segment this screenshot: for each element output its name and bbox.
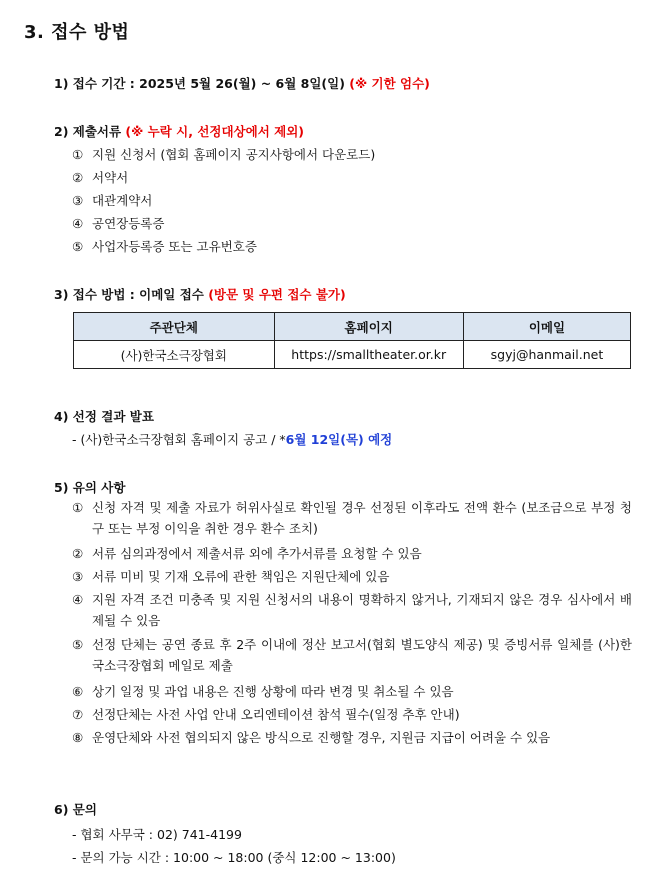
item-text: 운영단체와 사전 협의되지 않은 방식으로 진행할 경우, 지원금 지급이 어려울 수 있음 — [92, 730, 551, 745]
list-item — [72, 497, 632, 539]
list-item — [72, 191, 152, 209]
contact-table — [73, 312, 631, 369]
inquiry-label: 6) 문의 — [54, 802, 97, 817]
item-text: 서류 심의과정에서 제출서류 외에 추가서류를 요청할 수 있음 — [92, 546, 422, 561]
item-number: ③ — [72, 569, 84, 584]
result-text: - (사)한국소극장협회 홈페이지 공고 / * — [72, 432, 286, 447]
item-text: 선정단체는 사전 사업 안내 오리엔테이션 참석 필수(일정 추후 안내) — [92, 707, 460, 722]
email-link[interactable]: sgyj@hanmail.net — [463, 341, 630, 369]
item-number: ⑤ — [72, 239, 84, 254]
list-item — [72, 543, 632, 564]
item-number: ⑧ — [72, 730, 84, 745]
method-warning: (방문 및 우편 접수 불가) — [208, 287, 346, 302]
period-warning: (※ 기한 엄수) — [349, 76, 430, 91]
list-item — [72, 237, 257, 255]
organizer-cell: (사)한국소극장협회 — [74, 341, 275, 369]
list-item — [72, 634, 632, 676]
notes-label: 5) 유의 사항 — [54, 480, 126, 495]
item-text: 지원 자격 조건 미충족 및 지원 신청서의 내용이 명확하지 않거나, 기재되지 않은 경우 심사에서 배제될 수 있음 — [92, 592, 632, 628]
method-label: 3) 접수 방법 : 이메일 접수 — [54, 287, 204, 302]
item-text: 지원 신청서 (협회 홈페이지 공지사항에서 다운로드) — [92, 147, 376, 162]
item-text: 상기 일정 및 과업 내용은 진행 상황에 따라 변경 및 취소될 수 있음 — [92, 684, 454, 699]
table-header: 홈페이지 — [274, 313, 463, 341]
list-item — [72, 145, 375, 163]
item-text: 대관계약서 — [92, 193, 153, 208]
period-line — [54, 74, 430, 92]
list-item — [72, 727, 632, 748]
item-number: ③ — [72, 193, 84, 208]
item-text: 서류 미비 및 기재 오류에 관한 책임은 지원단체에 있음 — [92, 569, 390, 584]
documents-line — [54, 122, 304, 140]
list-item — [72, 589, 632, 631]
list-item — [72, 704, 632, 725]
item-text: 서약서 — [92, 170, 129, 185]
item-number: ⑦ — [72, 707, 84, 722]
item-text: 선정 단체는 공연 종료 후 2주 이내에 정산 보고서(협회 별도양식 제공) 및 증빙서류 일체를 (사)한국소극장협회 메일로 제출 — [92, 637, 632, 673]
homepage-link[interactable]: https://smalltheater.or.kr — [274, 341, 463, 369]
inquiry-hours: - 문의 가능 시간 : 10:00 ~ 18:00 (중식 12:00 ~ 13:00) — [72, 850, 396, 865]
table-header: 이메일 — [463, 313, 630, 341]
item-number: ⑤ — [72, 637, 84, 652]
item-text: 신청 자격 및 제출 자료가 허위사실로 확인될 경우 선정된 이후라도 전액 환수 (보조금으로 부정 청구 또는 부정 이익을 취한 경우 환수 조치) — [92, 500, 632, 536]
table-row — [74, 341, 631, 369]
documents-warning: (※ 누락 시, 선정대상에서 제외) — [125, 124, 304, 139]
list-item — [72, 214, 164, 232]
list-item — [72, 681, 632, 702]
item-number: ① — [72, 500, 84, 515]
list-item — [72, 168, 128, 186]
method-line — [54, 285, 346, 303]
item-number: ② — [72, 170, 84, 185]
table-header-row — [74, 313, 631, 341]
section-heading: 3. 접수 방법 — [24, 22, 130, 43]
result-date: 6월 12일(목) 예정 — [285, 432, 393, 447]
item-number: ④ — [72, 592, 84, 607]
result-line — [72, 430, 392, 448]
item-text: 공연장등록증 — [92, 216, 165, 231]
result-label: 4) 선정 결과 발표 — [54, 409, 154, 424]
item-number: ⑥ — [72, 684, 84, 699]
item-text: 사업자등록증 또는 고유번호증 — [92, 239, 257, 254]
table-header: 주관단체 — [74, 313, 275, 341]
documents-label: 2) 제출서류 — [54, 124, 122, 139]
period-label: 1) 접수 기간 : 2025년 5월 26(월) ~ 6월 8일(일) — [54, 76, 345, 91]
item-number: ④ — [72, 216, 84, 231]
list-item — [72, 566, 632, 587]
item-number: ① — [72, 147, 84, 162]
inquiry-phone: - 협회 사무국 : 02) 741-4199 — [72, 827, 242, 842]
item-number: ② — [72, 546, 84, 561]
